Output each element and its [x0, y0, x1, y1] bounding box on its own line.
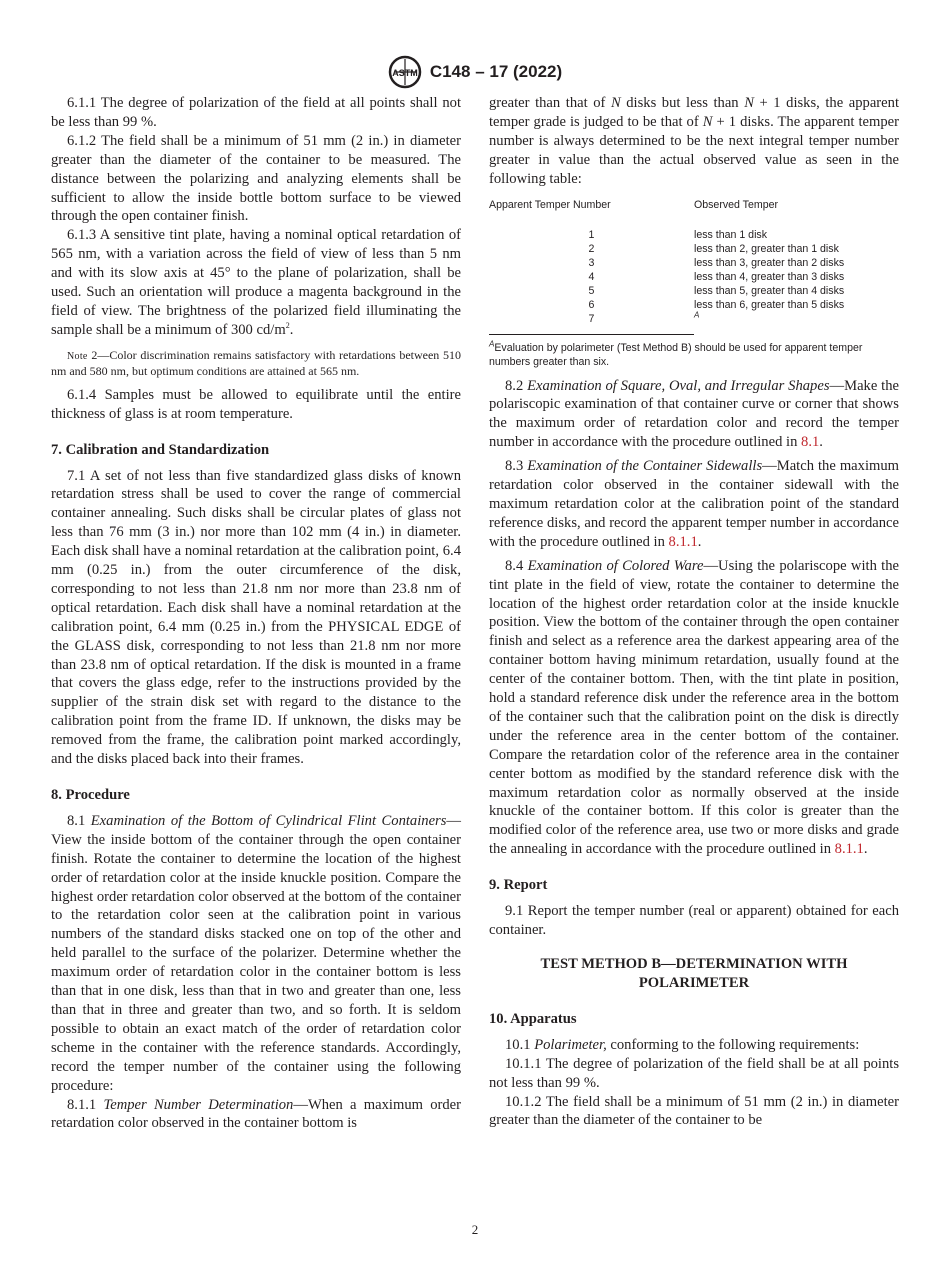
para-6-1-2: 6.1.2 The field shall be a minimum of 51 mm (2 in.) in diameter greater than the diameter of the container to be measured. The distance between the polarizing and analyzing elements shall be sufficient to allow the inside bottle bottom surface to be viewed through the open container finish.	[51, 132, 461, 225]
svg-text:ASTM: ASTM	[392, 68, 418, 78]
table-row: 1 less than 1 disk	[588, 228, 768, 241]
para-8-3: 8.3 Examination of the Container Sidewalls—Match the maximum retardation color observed in the container sidewall with the maximum retardation color at the calibration point of the standard reference disks, and record the apparent temper number in accordance with the procedure outlined in 8.1.1.	[489, 458, 899, 550]
page-header	[0, 55, 950, 94]
para-8-1: 8.1 Examination of the Bottom of Cylindrical Flint Containers—View the inside bottom of the container through the open container finish. Rotate the container to determine the location of the highest order of retardation color at the inside knuckle position. Compare the highest order retardation color observed at the bottom of the container to the retardation color seen at the calibration point in various numbers of the standard disks stacked one on top of the other and held parallel to the surface of the polarizer. Determine whether the maximum order of retardation color in the container bottom is less than that in one disk, less than that in two and greater than one, less than that in three and greater than two, and so forth. It is seldom possible to obtain an exact match of the order of retardation color scheme in the container with the reference standards. Accordingly, record the temper number of the container using the following procedure:	[51, 812, 461, 1094]
para-10-1-1: 10.1.1 The degree of polarization of the field shall be at all points not less than 99 %.	[489, 1055, 899, 1091]
para-6-1-4: 6.1.4 Samples must be allowed to equilibrate until the entire thickness of glass is at room temperature.	[51, 386, 461, 422]
para-10-1-2: 10.1.2 The field shall be a minimum of 51 mm (2 in.) in diameter greater than the diameter of the container to be	[489, 1093, 899, 1129]
table-row: 2 less than 2, greater than 1 disk	[588, 242, 839, 255]
link-8-1-1[interactable]: 8.1.1	[834, 841, 864, 858]
section-9-heading: 9. Report	[489, 877, 548, 894]
table-row: 5 less than 5, greater than 4 disks	[588, 284, 845, 297]
section-7-heading: 7. Calibration and Standardization	[51, 441, 270, 458]
para-7-1: 7.1 A set of not less than five standardized glass disks of known retardation stress shall be used to cover the range of commercial container annealing. Such disks shall be circular plates of glass not less than 76 mm (3 in.) nor more than 102 mm (4 in.) in diameter. Each disk shall have a nominal retardation at the calibration point, 6.4 mm (0.25 in.) from the outer circumference of the disk, corresponding to not less than 21.8 nm nor more than 23.8 nm of optical retardation. Each disk shall have a nominal retardation at the calibration point, 6.4 mm (0.25 in.) from the PHYSICAL EDGE of the GLASS disk, corresponding to not less than 21.8 nm nor more than 23.8 nm of optical retardation. If the disk is mounted in a frame that covers the glass edge, refer to the instructions provided by the supplier of the strain disk set with regard to the distance to the calibration point from the frame ID. If unknown, the disks may be removed from the frame, the calibration point marked accordingly, and the disks placed back into their frames.	[51, 467, 461, 768]
section-10-heading: 10. Apparatus	[489, 1010, 577, 1027]
right-column	[489, 94, 899, 1130]
note-2: Note 2—Color discrimination remains satisfactory with retardations between 510 nm and 580 nm, but optimum conditions are attained at 565 nm.	[51, 347, 461, 379]
page-number: 2	[471, 1222, 479, 1237]
para-6-1-3: 6.1.3 A sensitive tint plate, having a nominal optical retardation of 565 nm, with a variation across the field of view of less than 5 nm and with its slow axis at 45° to the plane of polarization, shall be used. Such an orientation will produce a magenta background in the field of view. The brightness of the polarized field illuminating the sample shall be a minimum of 300 $cd/m^2$.	[51, 227, 461, 338]
table-header-apparent: Apparent Temper Number	[489, 198, 611, 211]
table-footnote: $^A$Evaluation by polarimeter (Test Method B) should be used for apparent temper numbers greater than six.	[489, 339, 863, 368]
para-9-1: 9.1 Report the temper number (real or apparent) obtained for each container.	[489, 903, 899, 938]
table-header-observed: Observed Temper	[694, 198, 779, 211]
footnote-rule	[489, 334, 694, 335]
table-row: 4 less than 4, greater than 3 disks	[588, 270, 845, 283]
link-8-1[interactable]: 8.1	[801, 434, 820, 451]
table-row: 6 less than 6, greater than 5 disks	[588, 298, 845, 311]
section-8-heading: 8. Procedure	[51, 787, 130, 803]
table-row: 3 less than 3, greater than 2 disks	[588, 256, 845, 269]
link-8-1-1[interactable]: 8.1.1	[668, 533, 698, 550]
para-10-1: 10.1 Polarimeter, conforming to the following requirements:	[505, 1036, 860, 1053]
temper-table	[489, 195, 899, 326]
para-6-1-1: 6.1.1 The degree of polarization of the field at all points shall not be less than 99 %.	[51, 95, 461, 130]
para-8-1-1: 8.1.1 Temper Number Determination—When a maximum order retardation color observed in the container bottom is	[51, 1096, 462, 1132]
left-column	[51, 94, 461, 1133]
test-method-b-heading: TEST METHOD B—DETERMINATION WITH POLARIMETER	[540, 955, 848, 991]
document-id: C148 – 17 (2022)	[429, 62, 563, 81]
table-row: 7 $^A$	[588, 310, 700, 325]
para-8-4: 8.4 Examination of Colored Ware—Using the polariscope with the tint plate in the field of view, rotate the container to determine the location of the highest order retardation color at the inside knuckle position. View the bottom of the container through the open container finish and select as a reference area the darkest appearing area of the container bottom having minimum retardation, usually found at the center of the container bottom. Then, with the tint plate in position, hold a standard reference disk under the reference area in the bottom of the container such that the calibration point on the disk is directly under the reference area in the center bottom of the container. Compare the retardation color of the reference area in the container center bottom as modified by the standard reference disk with the maximum retardation color as normally observed at the inside knuckle of the container bottom. If this color is greater than the modified color of the reference area, use two or more disks and grade the annealing in accordance with the procedure outlined in 8.1.1.	[489, 557, 899, 858]
para-8-1-1-cont: greater than that of N disks but less than N + 1 disks, the apparent temper grade is judged to be that of N + 1 disks. The apparent temper number is always determined to be the next integral temper number greater in value than the actual observed value as seen in the following table:	[489, 95, 899, 187]
astm-logo-icon	[388, 55, 422, 89]
para-8-2: 8.2 Examination of Square, Oval, and Irregular Shapes—Make the polariscopic examination of that container curve or corner that shows the maximum order of retardation color and record the temper number in accordance with the procedure outlined in 8.1.	[489, 377, 899, 451]
